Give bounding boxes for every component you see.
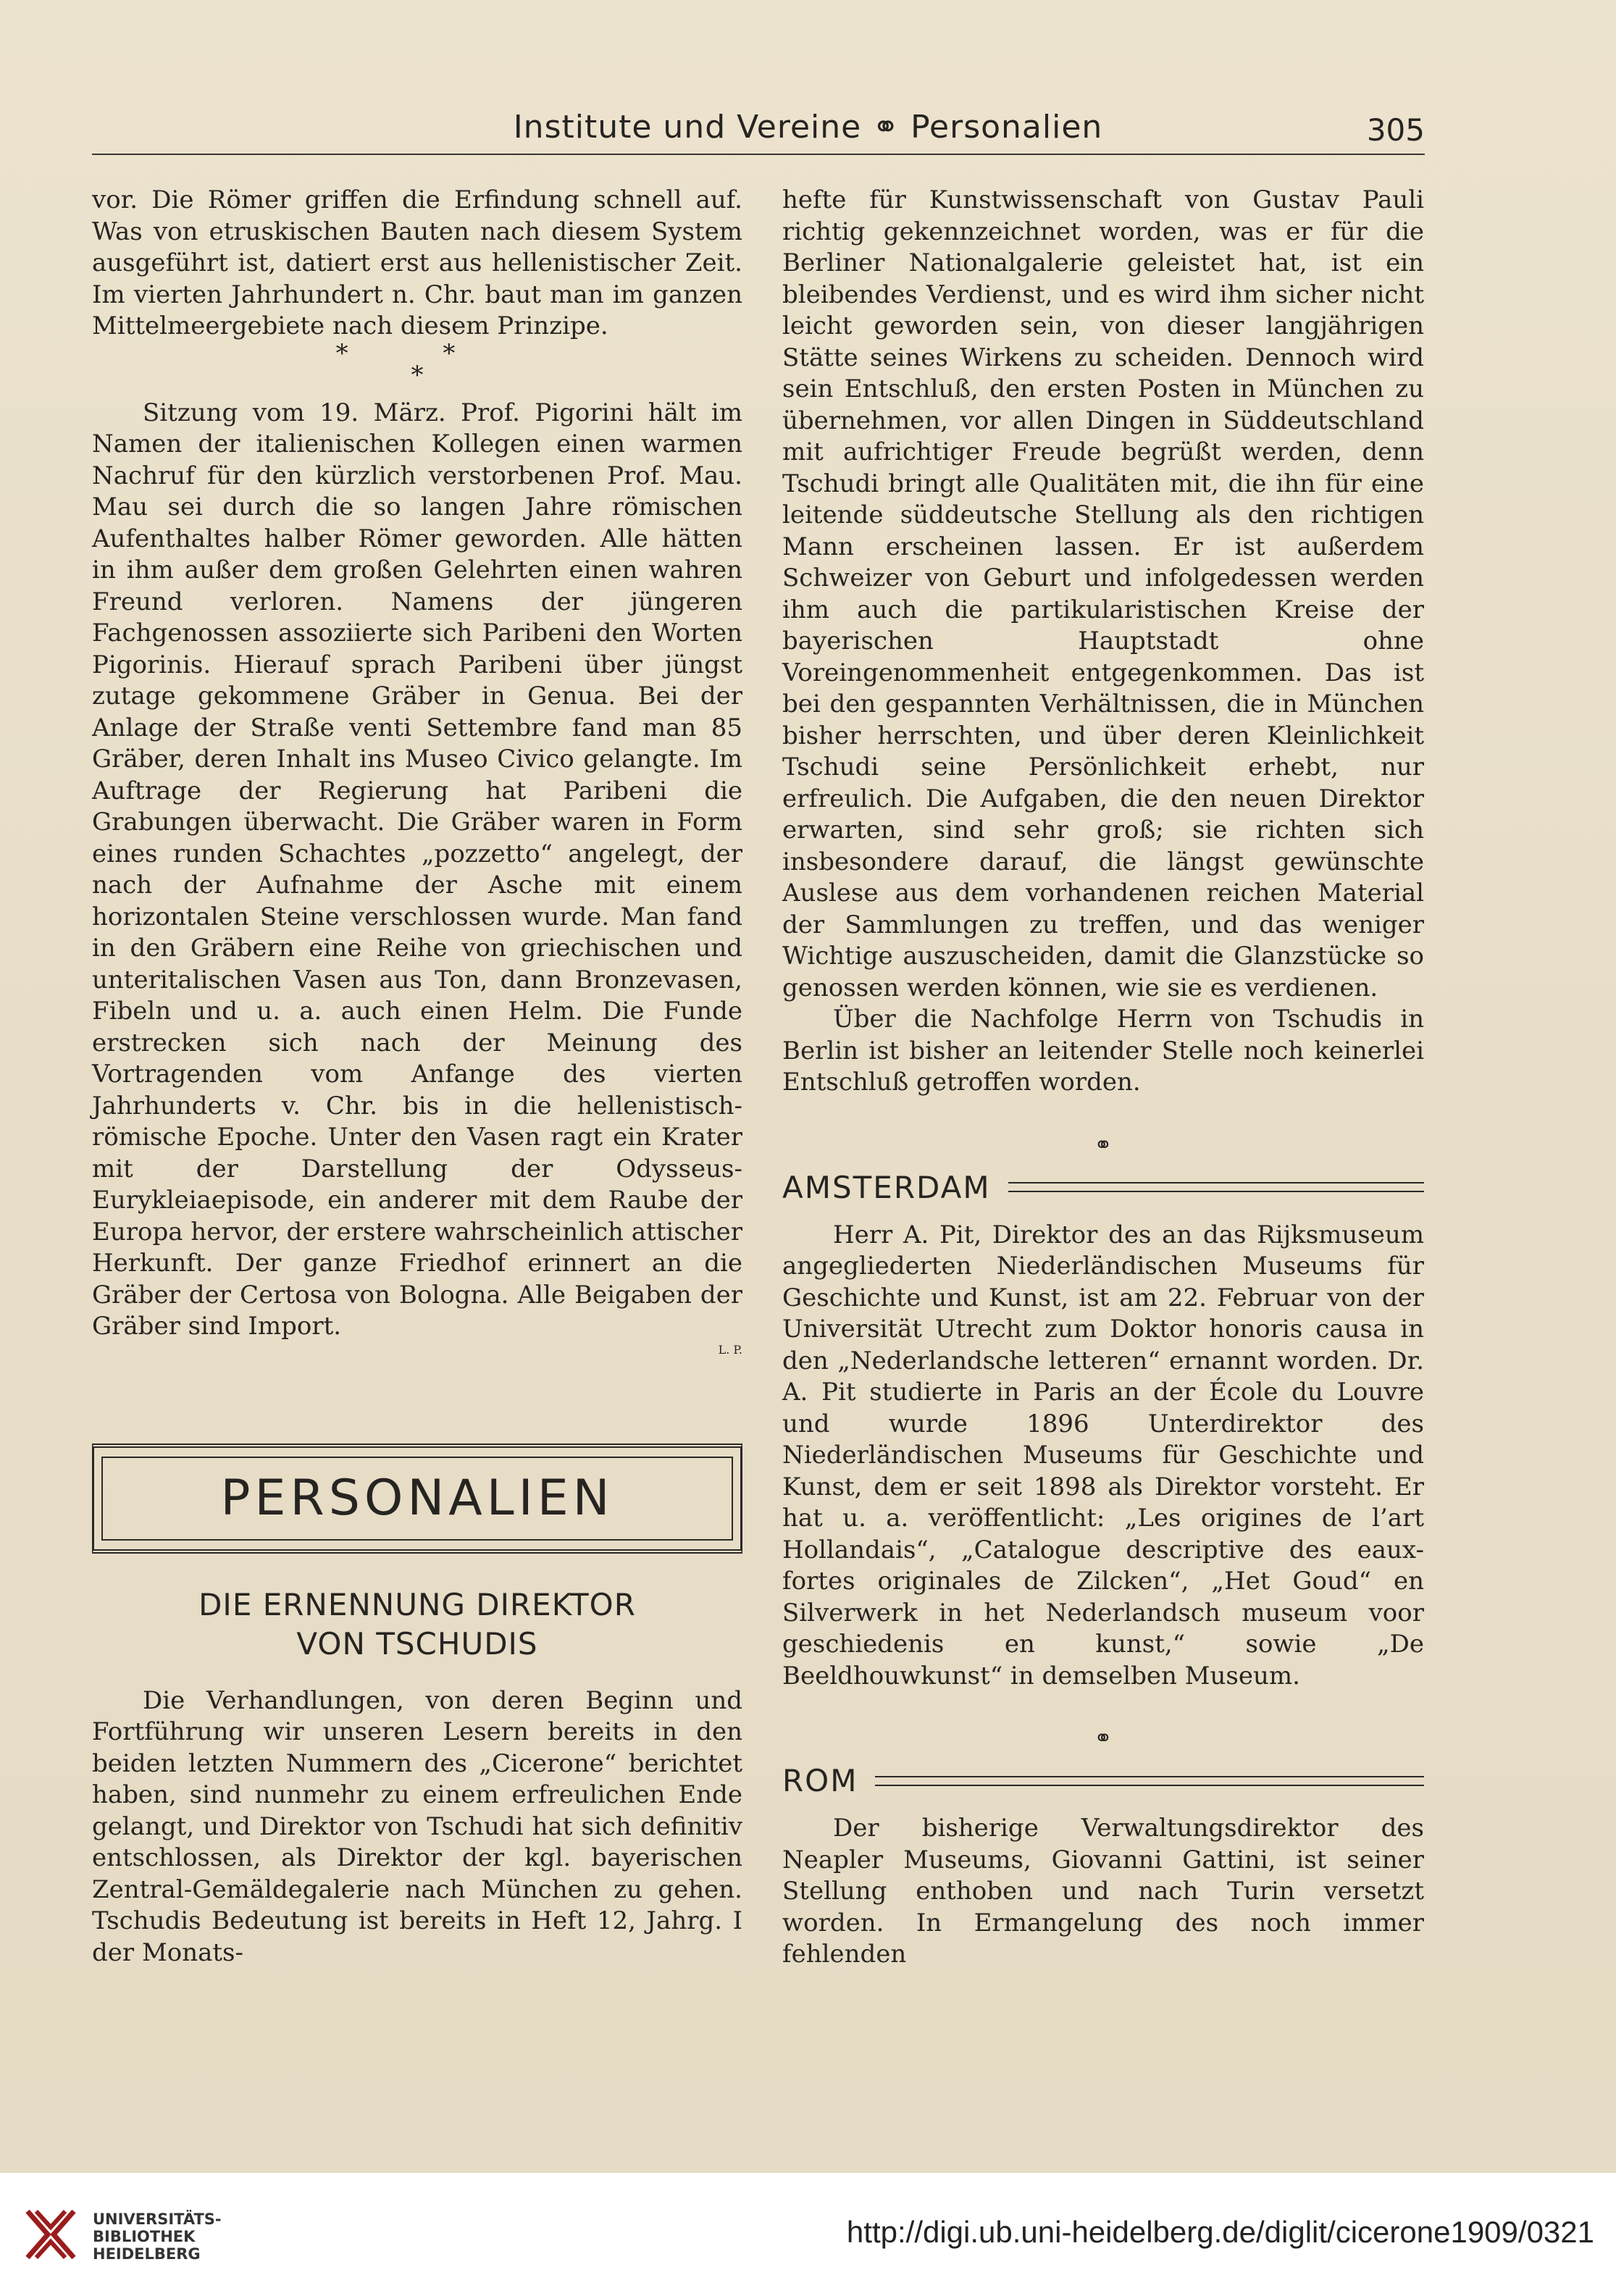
section-heading-text: AMSTERDAM [782, 1169, 991, 1205]
section-banner [92, 1444, 742, 1554]
paragraph: Über die Nachfolge Herrn von Tschudis in Berlin ist bisher an leitender Stelle noch keinerlei Entschluß getroffen worden. [782, 1005, 1424, 1097]
section-heading-rom [782, 1763, 1424, 1798]
footer-bar [0, 2173, 1616, 2296]
ornament-divider: ⚭ [1094, 1726, 1113, 1751]
banner-title: PERSONALIEN [220, 1469, 614, 1527]
asterisks-top: * * [335, 338, 499, 368]
article-title-line1: DIE ERNENNUNG DIREKTOR [198, 1586, 636, 1622]
running-header: Institute und Vereine ⚭ Personalien [513, 109, 1103, 146]
paragraph: Der bisherige Verwaltungsdirektor des Neapler Museums, Giovanni Gattini, ist seiner Stellung enthoben und nach Turin versetzt worden. In Ermangelung des noch immer fehlenden [782, 1814, 1424, 1969]
library-name: UNIVERSITÄTS- BIBLIOTHEK HEIDELBERG [93, 2211, 222, 2263]
right-column [782, 185, 1424, 1971]
asterisks-bottom: * [411, 360, 424, 390]
double-rule [1008, 1182, 1424, 1192]
paragraph: hefte für Kunstwissenschaft von Gustav Pauli richtig gekennzeichnet worden, was er für die Berliner Nationalgalerie geleistet hat, ist ein bleibendes Verdienst, und es wird ihm sicher nicht leicht geworden sein, von dieser langjährigen Stätte seines Wirkens zu scheiden. Dennoch wird sein Entschluß, den ersten Posten in München zu übernehmen, vor allen Dingen in Süddeutschland mit aufrichtiger Freude begrüßt werden, denn Tschudi bringt alle Qualitäten mit, die ihn für eine leitende süddeutsche Stellung als den richtigen Mann erscheinen lassen. Er ist außerdem Schweizer von Geburt und infolgedessen werden ihm auch die partikularistischen Kreise der bayerischen Hauptstadt ohne Voreingenommenheit entgegenkommen. Das ist bei den gespannten Verhältnissen, die in München bisher herrschten, und über deren Kleinlichkeit Tschudi seine Persönlichkeit erhebt, nur erfreulich. Die Aufgaben, die den neuen Direktor erwarten, sind sehr groß; sie richten sich insbesondere darauf, die längst gewünschte Auslese aus dem vorhandenen reichen Material der Sammlungen zu treffen, und das weniger Wichtige auszuscheiden, damit die Glanzstücke so genossen werden können, wie sie es verdienen. [782, 185, 1424, 1002]
article-title-line2: VON TSCHUDIS [296, 1625, 538, 1662]
section-heading-text: ROM [782, 1763, 858, 1798]
section-break-asterisks [92, 338, 742, 398]
header-rule [92, 154, 1425, 155]
ornament-divider: ⚭ [1094, 1132, 1113, 1158]
paragraph: Sitzung vom 19. März. Prof. Pigorini hält im Namen der italienischen Kollegen einen warmen Nachruf für den kürzlich verstorbenen Prof. Mau. Mau sei durch die so langen Jahre römischen Aufenthaltes halber Römer geworden. Alle hätten in ihm außer dem großen Gelehrten einen wahren Freund verloren. Namens der jüngeren Fachgenossen assoziierte sich Paribeni den Worten Pigorinis. Hierauf sprach Paribeni über jüngst zutage gekommene Gräber in Genua. Bei der Anlage der Straße venti Settembre fand man 85 Gräber, deren Inhalt ins Museo Civico gelangte. Im Auftrage der Regierung hat Paribeni die Grabungen überwacht. Die Gräber waren in Form eines runden Schachtes „pozzetto“ angelegt, der nach der Aufnahme der Asche mit einem horizontalen Steine verschlossen wurde. Man fand in den Gräbern eine Reihe von griechischen und unteritalischen Vasen aus Ton, dann Bronzevasen, Fibeln und u. a. auch einen Helm. Die Funde erstrecken sich nach der Meinung des Vortragenden vom Anfange des vierten Jahrhunderts v. Chr. bis in die hellenistisch-römische Epoche. Unter den Vasen ragt ein Krater mit der Darstellung der Odysseus-Eurykleiaepisode, ein anderer mit dem Raube der Europa hervor, der erstere wahrscheinlich attischer Herkunft. Der ganze Friedhof erinnert an die Gräber der Certosa von Bologna. Alle Beigaben der Gräber sind Import. [92, 398, 742, 1341]
article-title [92, 1585, 742, 1664]
section-heading-amsterdam [782, 1170, 1424, 1205]
author-initials: L. P. [718, 1342, 742, 1357]
signoff-line [92, 1343, 742, 1357]
source-url-link[interactable]: http://digi.ub.uni-heidelberg.de/diglit/cicerone1909/0321 [846, 2215, 1594, 2249]
paragraph: Herr A. Pit, Direktor des an das Rijksmuseum angegliederten Niederländischen Museums für Geschichte und Kunst, ist am 22. Februar von der Universität Utrecht zum Doktor honoris causa in den „Nederlandsche letteren“ ernannt worden. Dr. A. Pit studierte in Paris an der École du Louvre und wurde 1896 Unterdirektor des Niederländischen Museums für Geschichte und Kunst, dem er seit 1898 als Direktor vorsteht. Er hat u. a. veröffentlicht: „Les origines de l’art Hollandais“, „Catalogue descriptive des eaux-fortes originales de Zilcken“, „Het Goud“ en Silverwerk in het Nederlandsch museum voor geschiedenis en kunst,“ sowie „De Beeldhouwkunst“ in demselben Museum. [782, 1220, 1424, 1690]
library-logo-icon [22, 2205, 80, 2263]
page-number: 305 [1366, 112, 1425, 148]
paragraph: vor. Die Römer griffen die Erfindung schnell auf. Was von etruskischen Bauten nach diesem System ausgeführt ist, datiert erst aus hellenistischer Zeit. Im vierten Jahrhundert n. Chr. baut man im ganzen Mittelmeergebiete nach diesem Prinzipe. [92, 185, 742, 340]
double-rule [875, 1776, 1424, 1786]
left-column [92, 185, 742, 1969]
paragraph: Die Verhandlungen, von deren Beginn und Fortführung wir unseren Lesern bereits in den beiden letzten Nummern des „Cicerone“ berichtet haben, sind nunmehr zu einem erfreulichen Ende gelangt, und Direktor von Tschudi hat sich definitiv entschlossen, als Direktor der kgl. bayerischen Zentral-Gemäldegalerie nach München zu gehen. Tschudis Bedeutung ist bereits in Heft 12, Jahrg. I der Monats- [92, 1685, 742, 1967]
